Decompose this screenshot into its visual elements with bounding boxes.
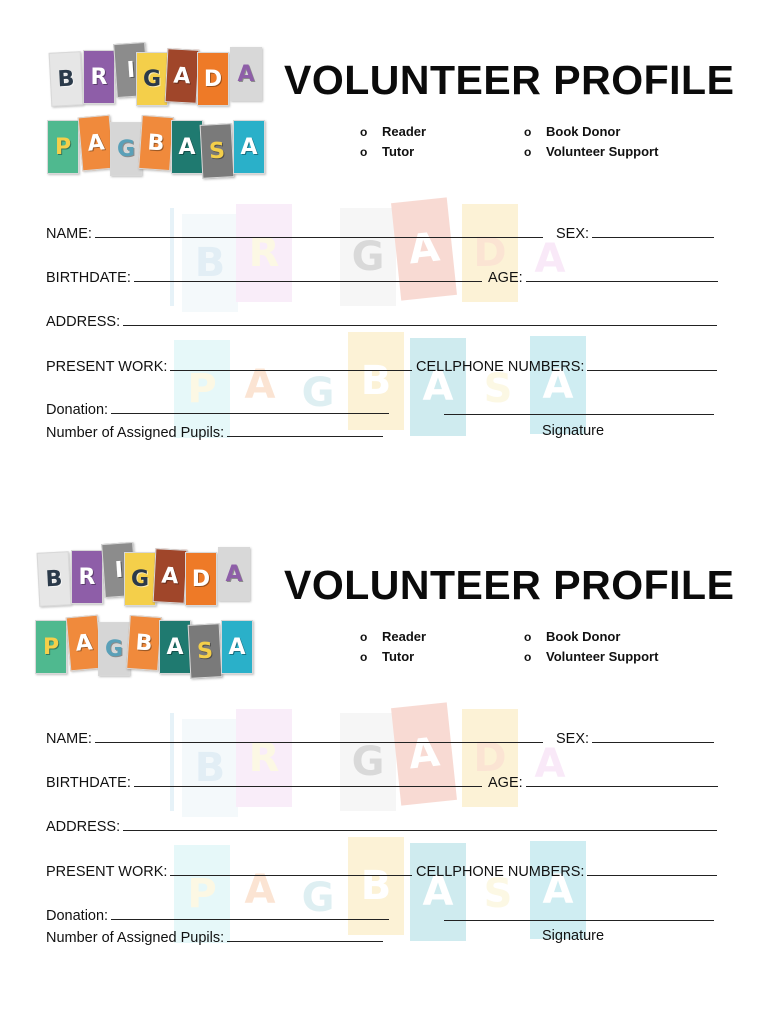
logo-tile: A bbox=[171, 120, 203, 174]
logo-tile: D bbox=[185, 552, 217, 606]
brigada-pagbasa-logo bbox=[44, 40, 280, 180]
option-label: Reader bbox=[382, 629, 427, 644]
logo-tile: A bbox=[165, 48, 200, 104]
cellphone-label: CELLPHONE NUMBERS: bbox=[416, 359, 585, 375]
signature-line[interactable] bbox=[444, 907, 714, 921]
bullet-icon: o bbox=[360, 650, 368, 664]
assigned-pupils-label: Number of Assigned Pupils: bbox=[46, 425, 225, 441]
option-volunteer-support[interactable] bbox=[524, 142, 658, 162]
bullet-icon: o bbox=[524, 145, 532, 159]
option-label: Reader bbox=[382, 124, 427, 139]
logo-tile: D bbox=[197, 52, 229, 106]
signature-label: Signature bbox=[542, 423, 605, 439]
logo-tile: P bbox=[47, 120, 79, 174]
watermark-logo: B R G A D A P A G B A S A bbox=[170, 200, 610, 455]
birthdate-label: BIRTHDATE: bbox=[46, 775, 131, 791]
present-work-field[interactable] bbox=[46, 357, 412, 375]
volunteer-options-right bbox=[524, 627, 658, 667]
option-label: Book Donor bbox=[546, 629, 621, 644]
option-reader[interactable] bbox=[360, 122, 426, 142]
logo-tile: R bbox=[71, 550, 103, 604]
logo-tile: A bbox=[233, 120, 265, 174]
signature-line[interactable] bbox=[444, 401, 714, 415]
page-title: VOLUNTEER PROFILE bbox=[284, 562, 735, 608]
logo-tile: G bbox=[124, 552, 156, 606]
volunteer-options-left bbox=[360, 627, 426, 667]
logo-tile: S bbox=[200, 123, 235, 179]
donation-label: Donation: bbox=[46, 402, 109, 418]
logo-tile: G bbox=[110, 122, 142, 176]
birthdate-field[interactable] bbox=[46, 268, 482, 286]
logo-tile: A bbox=[66, 615, 103, 672]
age-label: AGE: bbox=[488, 270, 523, 286]
sex-field[interactable] bbox=[556, 729, 714, 747]
cellphone-label: CELLPHONE NUMBERS: bbox=[416, 864, 585, 880]
assigned-pupils-label: Number of Assigned Pupils: bbox=[46, 930, 225, 946]
bullet-icon: o bbox=[524, 650, 532, 664]
present-work-field[interactable] bbox=[46, 862, 412, 880]
option-label: Volunteer Support bbox=[546, 144, 659, 159]
volunteer-options-right bbox=[524, 122, 658, 162]
option-label: Tutor bbox=[382, 144, 415, 159]
option-book-donor[interactable] bbox=[524, 627, 658, 647]
logo-tile: B bbox=[37, 551, 72, 607]
logo-tile: A bbox=[78, 115, 115, 172]
sex-label: SEX: bbox=[556, 226, 590, 242]
donation-field[interactable] bbox=[46, 906, 389, 924]
logo-tile: S bbox=[188, 623, 223, 679]
logo-tile: I bbox=[101, 542, 137, 598]
logo-tile: A bbox=[159, 620, 191, 674]
bullet-icon: o bbox=[360, 125, 368, 139]
assigned-pupils-field[interactable] bbox=[46, 423, 383, 441]
option-book-donor[interactable] bbox=[524, 122, 658, 142]
logo-tile: I bbox=[113, 42, 149, 98]
sex-field[interactable] bbox=[556, 224, 714, 242]
logo-tile: G bbox=[98, 622, 130, 676]
age-field[interactable] bbox=[488, 268, 718, 286]
present-work-label: PRESENT WORK: bbox=[46, 864, 168, 880]
option-tutor[interactable] bbox=[360, 647, 426, 667]
logo-tile: R bbox=[83, 50, 115, 104]
logo-tile: A bbox=[230, 47, 262, 101]
address-field[interactable] bbox=[46, 312, 717, 330]
bullet-icon: o bbox=[360, 145, 368, 159]
address-label: ADDRESS: bbox=[46, 314, 121, 330]
logo-tile: G bbox=[136, 52, 168, 106]
watermark-logo: B R G A D A P A G B A S A bbox=[170, 705, 610, 960]
name-field[interactable] bbox=[46, 224, 543, 242]
logo-tile: A bbox=[153, 548, 188, 604]
signature-label: Signature bbox=[542, 928, 605, 944]
cellphone-field[interactable] bbox=[416, 357, 717, 375]
birthdate-label: BIRTHDATE: bbox=[46, 270, 131, 286]
birthdate-field[interactable] bbox=[46, 773, 482, 791]
bullet-icon: o bbox=[524, 125, 532, 139]
present-work-label: PRESENT WORK: bbox=[46, 359, 168, 375]
option-label: Volunteer Support bbox=[546, 649, 659, 664]
cellphone-field[interactable] bbox=[416, 862, 717, 880]
volunteer-profile-form-2 bbox=[0, 540, 768, 1010]
bullet-icon: o bbox=[360, 630, 368, 644]
logo-tile: B bbox=[49, 51, 84, 107]
sex-label: SEX: bbox=[556, 731, 590, 747]
page-title: VOLUNTEER PROFILE bbox=[284, 57, 735, 103]
option-reader[interactable] bbox=[360, 627, 426, 647]
option-volunteer-support[interactable] bbox=[524, 647, 658, 667]
brigada-pagbasa-logo bbox=[32, 540, 268, 680]
logo-tile: P bbox=[35, 620, 67, 674]
logo-tile: B bbox=[126, 615, 162, 671]
donation-label: Donation: bbox=[46, 908, 109, 924]
logo-tile: B bbox=[138, 115, 174, 171]
address-label: ADDRESS: bbox=[46, 819, 121, 835]
age-label: AGE: bbox=[488, 775, 523, 791]
option-label: Tutor bbox=[382, 649, 415, 664]
assigned-pupils-field[interactable] bbox=[46, 928, 383, 946]
name-label: NAME: bbox=[46, 731, 92, 747]
name-field[interactable] bbox=[46, 729, 543, 747]
age-field[interactable] bbox=[488, 773, 718, 791]
volunteer-options-left bbox=[360, 122, 426, 162]
address-field[interactable] bbox=[46, 817, 717, 835]
logo-tile: A bbox=[221, 620, 253, 674]
donation-field[interactable] bbox=[46, 400, 389, 418]
name-label: NAME: bbox=[46, 226, 92, 242]
bullet-icon: o bbox=[524, 630, 532, 644]
option-label: Book Donor bbox=[546, 124, 621, 139]
option-tutor[interactable] bbox=[360, 142, 426, 162]
logo-tile: A bbox=[218, 547, 250, 601]
volunteer-profile-form-1 bbox=[0, 35, 768, 505]
